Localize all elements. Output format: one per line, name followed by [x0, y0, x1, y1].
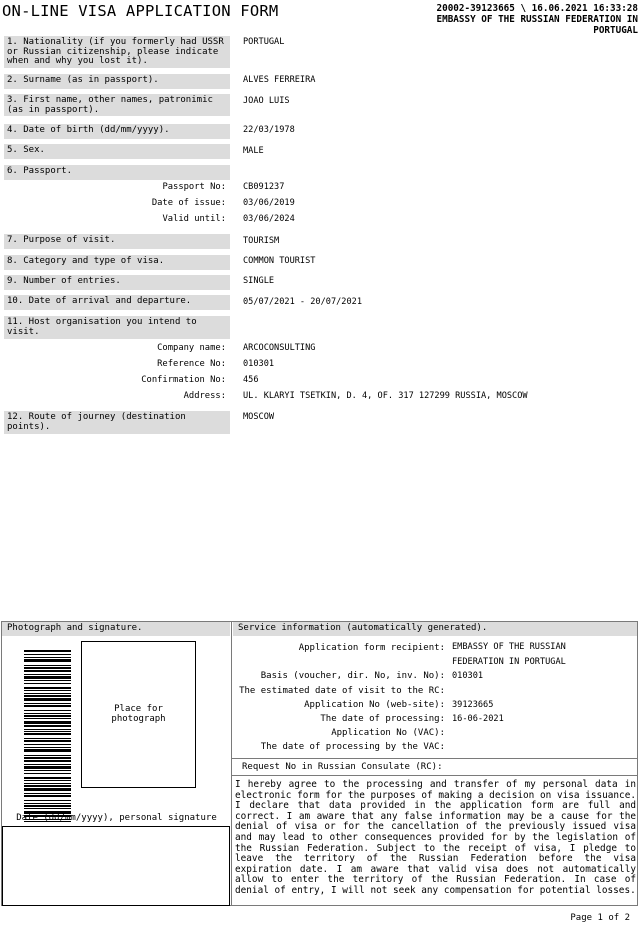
consent-text: I hereby agree to the processing and transfer of my personal data in electronic form for the purposes of making a decision on visa issuance. I declare that data provided in the application form are full and correct. I am aware that any false information may be a cause for the denial of visa or for the cancellation of the previously issued visa and may lead to other consequences provided for by the legislation of the Russian Federation. Subject to the receipt of visa, I pledge to leave the territory of the Russian Federation before the visa expiration date. I am aware that valid visa does not automatically allow to enter the territory of the Russian Federation. In case of denial of entry, I will not seek any compensation for potential losses. — [235, 779, 636, 896]
confirmation-value: 456 — [243, 375, 259, 385]
processing-date-value: 16-06-2021 — [452, 714, 504, 724]
nationality-value: PORTUGAL — [243, 37, 285, 47]
dob-label: 4. Date of birth (dd/mm/yyyy). — [4, 124, 230, 139]
valid-until-value: 03/06/2024 — [243, 214, 295, 224]
application-no-value: 39123665 — [452, 700, 494, 710]
passport-no-value: CB091237 — [243, 182, 285, 192]
address-label: Address: — [183, 391, 226, 401]
surname-value: ALVES FERREIRA — [243, 75, 316, 85]
route-label: 12. Route of journey (destination points). — [4, 411, 230, 434]
sex-label: 5. Sex. — [4, 144, 230, 159]
issue-date-label: Date of issue: — [151, 198, 226, 208]
sex-value: MALE — [243, 146, 264, 156]
photo-placeholder — [81, 641, 196, 788]
reference-no-label: Reference No: — [157, 359, 226, 369]
service-divider — [232, 758, 638, 759]
first-name-value: JOAO LUIS — [243, 96, 290, 106]
rc-request-label: Request No in Russian Consulate (RC): — [242, 762, 443, 772]
dates-value: 05/07/2021 - 20/07/2021 — [243, 297, 362, 307]
basis-value: 010301 — [452, 671, 484, 681]
nationality-label: 1. Nationality (if you formerly had USSR or Russian citizenship, please indicate when and why you lost it). — [4, 36, 230, 68]
dob-value: 22/03/1978 — [243, 125, 295, 135]
recipient-label: Application form recipient: — [298, 643, 445, 653]
reference-line: 20002-39123665 \ 16.06.2021 16:33:28 — [436, 3, 638, 14]
purpose-label: 7. Purpose of visit. — [4, 234, 230, 249]
dates-label: 10. Date of arrival and departure. — [4, 295, 230, 310]
signature-label: Date (dd/mm/yyyy), personal signature — [16, 813, 217, 823]
recipient-value — [452, 640, 566, 670]
reference-no-value: 010301 — [243, 359, 275, 369]
confirmation-label: Confirmation No: — [141, 375, 226, 385]
recipient-line-2: FEDERATION IN PORTUGAL — [452, 657, 566, 667]
recipient-line-1: EMBASSY OF THE RUSSIAN — [452, 642, 566, 652]
vac-application-label: Application No (VAC): — [331, 728, 445, 738]
processing-date-label: The date of processing: — [320, 714, 445, 724]
consent-divider — [232, 775, 638, 776]
category-label: 8. Category and type of visa. — [4, 255, 230, 270]
entries-label: 9. Number of entries. — [4, 275, 230, 290]
photo-placeholder-text: Place for photograph — [111, 704, 166, 724]
valid-until-label: Valid until: — [162, 214, 226, 224]
address-value: UL. KLARYI TSETKIN, D. 4, OF. 317 127299 RUSSIA, MOSCOW — [243, 391, 528, 401]
header-reference — [437, 3, 639, 36]
page-number: Page 1 of 2 — [570, 913, 630, 923]
purpose-value: TOURISM — [243, 236, 280, 246]
vac-date-label: The date of processing by the VAC: — [260, 742, 445, 752]
basis-label: Basis (voucher, dir. No, inv. No): — [260, 671, 445, 681]
column-divider — [231, 621, 232, 906]
entries-value: SINGLE — [243, 276, 275, 286]
company-label: Company name: — [157, 343, 226, 353]
embassy-line-2: PORTUGAL — [593, 25, 638, 36]
embassy-line-1: EMBASSY OF THE RUSSIAN FEDERATION IN — [436, 14, 638, 25]
passport-no-label: Passport No: — [162, 182, 226, 192]
surname-label: 2. Surname (as in passport). — [4, 74, 230, 89]
company-value: ARCOCONSULTING — [243, 343, 316, 353]
first-name-label: 3. First name, other names, patronimic (as in passport). — [4, 94, 230, 116]
service-section-header: Service information (automatically generated). — [233, 622, 637, 636]
category-value: COMMON TOURIST — [243, 256, 316, 266]
signature-box — [2, 826, 230, 906]
route-value: MOSCOW — [243, 412, 275, 422]
photo-section-header: Photograph and signature. — [2, 622, 230, 636]
estimated-date-label: The estimated date of visit to the RC: — [239, 686, 445, 696]
issue-date-value: 03/06/2019 — [243, 198, 295, 208]
form-title: ON-LINE VISA APPLICATION FORM — [2, 2, 279, 20]
application-no-label: Application No (web-site): — [304, 700, 445, 710]
passport-label: 6. Passport. — [4, 165, 230, 180]
host-label: 11. Host organisation you intend to visit. — [4, 316, 230, 339]
barcode — [24, 650, 72, 824]
